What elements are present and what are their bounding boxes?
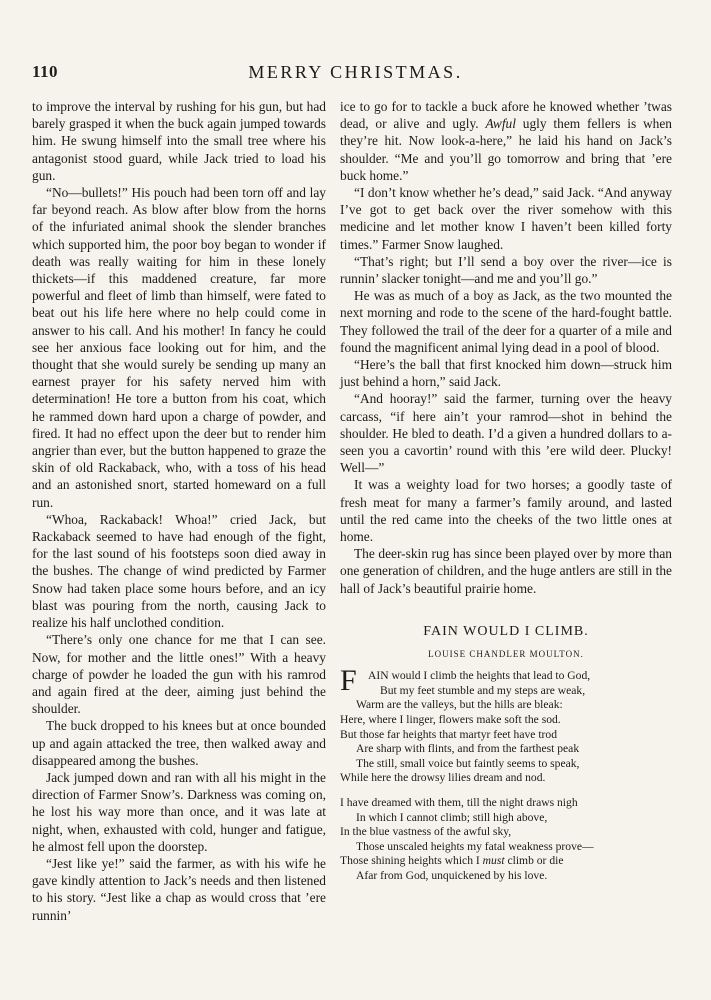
story-paragraph: He was as much of a boy as Jack, as the two mounted the next morning and rode to the scene of the hard-fought battle. They followed the trail of the deer for a quarter of a mile and found the magnificent animal lying dead in a pool of blood. — [340, 288, 672, 355]
poem-line: In the blue vastness of the awful sky, — [340, 825, 512, 839]
text-span: ugly them fellers is when they’re hit. Now look-a-here,” he laid his hand on Jack’s shoulder. “Me and you’ll go tomorrow and bring that ’ere buck home.” — [340, 116, 672, 183]
story-paragraph: It was a weighty load for two horses; a goodly taste of fresh meat for many a farmer’s family around, and lasted until the red came into the cheeks of the two little ones at home. — [340, 477, 672, 545]
story-paragraph: “There’s only one chance for me that I can see. Now, for mother and the little ones!” With a heavy charge of powder he loaded the gun with his ramrod and again fired at the deer, aiming just behind the shoulder. — [32, 632, 326, 717]
story-paragraph: “That’s right; but I’ll send a boy over the river—ice is runnin’ slacker tonight—and me and you’ll go.” — [340, 253, 672, 287]
poem-first-lines — [340, 664, 672, 698]
left-column — [32, 98, 326, 924]
poem-line: The still, small voice but faintly seems to speak, — [356, 756, 580, 770]
poem-stanza — [340, 796, 672, 884]
poem-author: LOUISE CHANDLER MOULTON. — [428, 649, 584, 660]
story-paragraph: “And hooray!” said the farmer, turning over the heavy carcass, “if here ain’t your ramrod—shot in behind the shoulder. He bled to death. I’d a given a hundred dollars to a-seen you a cavortin’ round with this ’ere wild deer. Plucky! Well—” — [340, 391, 672, 476]
story-paragraph: “No—bullets!” His pouch had been torn off and lay far beyond reach. As blow after blow from the horns of the infuriated animal shook the slender branches which supported him, the poor boy began to wonder if death was really waiting for him in these lonely thickets—if this maddened creature, far more powerful and fleet of limb than himself, were fated to beat out his life here where no help could come in answer to his call. And his mother! In fancy he could see her anxious face looking out for him, and the thought that she would surely be sending up many an earnest prayer for his safety nerved him with determination! He tore a button from his coat, which he rammed down hard upon a charge of powder, and fired. It had no effect upon the deer but to render him angrier than ever, but the button happened to graze the skin of old Rackaback, who, with a toss of his head and an astonished snort, started homeward on a full run. — [32, 185, 326, 510]
emphasis-text: Awful — [485, 116, 516, 132]
poem-line — [340, 854, 672, 869]
running-head — [32, 58, 679, 84]
emphasis-text: must — [482, 854, 505, 868]
text-span: climb or die — [504, 854, 564, 868]
page-number: 110 — [32, 62, 59, 81]
story-paragraph: “Whoa, Rackaback! Whoa!” cried Jack, but Rackaback seemed to have had enough of the fight, for the last sound of his footsteps soon died away in the bushes. The change of wind predicted by Farmer Snow had taken place some hours before, and an icy blast was pouring from the north, causing Jack to realize his half unclothed condition. — [32, 511, 326, 631]
poem-line: While here the drowsy lilies dream and nod. — [340, 771, 546, 785]
text-span: Those shining heights which I — [340, 854, 483, 868]
story-paragraph — [340, 98, 672, 184]
poem-line: In which I cannot climb; still high above, — [356, 810, 548, 824]
poem-line: I have dreamed with them, till the night draws nigh — [340, 796, 578, 810]
poem-line: Are sharp with flints, and from the farthest peak — [356, 742, 580, 756]
poem — [340, 623, 672, 884]
right-column — [340, 98, 672, 894]
poem-line: AIN would I climb the heights that lead to God, — [368, 669, 591, 683]
poem-line: Here, where I linger, flowers make soft the sod. — [340, 713, 561, 727]
story-paragraph: “Here’s the ball that first knocked him down—struck him just behind a horn,” said Jack. — [340, 357, 672, 390]
poem-title: FAIN WOULD I CLIMB. — [423, 623, 589, 639]
story-paragraph: to improve the interval by rushing for his gun, but had barely grasped it when the buck again jumped towards him. He swung himself into the small tree where his antagonist stood guard, while Jack tried to load his gun. — [32, 99, 326, 183]
story-paragraph: Jack jumped down and ran with all his might in the direction of Farmer Snow’s. Darkness was coming on, he lost his way more than once, and it was late at night, when, exhausted with cold, hunger and fatigue, he almost fell upon the doorstep. — [32, 769, 326, 854]
text-span: ice to go for to tackle a buck afore he knowed whether ’twas dead, or alive and ugly. — [340, 99, 672, 132]
story-paragraph: The deer-skin rug has since been played over by more than one generation of children, and the huge antlers are still in the hall of Jack’s beautiful prairie home. — [340, 546, 672, 596]
poem-line: Warm are the valleys, but the hills are bleak: — [356, 698, 563, 712]
poem-line: Afar from God, unquickened by his love. — [356, 869, 548, 883]
story-paragraph: The buck dropped to his knees but at once bounded up and again attacked the tree, then walked away and disappeared among the bushes. — [32, 718, 326, 768]
running-title: MERRY CHRISTMAS. — [248, 62, 463, 82]
story-paragraph: “I don’t know whether he’s dead,” said Jack. “And anyway I’ve got to get back over the river somehow with this medicine and let mother know I haven’t been killed forty times.” Farmer Snow laughed. — [340, 185, 672, 252]
story-paragraph: “Jest like ye!” said the farmer, as with his wife he gave kindly attention to Jack’s needs and then listened to his story. “Jest like a chap as would cross that ’ere runnin’ — [32, 855, 326, 923]
poem-line: But my feet stumble and my steps are weak, — [380, 683, 586, 697]
poem-stanza — [340, 664, 672, 786]
drop-cap: F — [340, 664, 357, 698]
poem-line: Those unscaled heights my fatal weakness prove— — [356, 839, 594, 853]
poem-line: But those far heights that martyr feet have trod — [340, 727, 557, 741]
